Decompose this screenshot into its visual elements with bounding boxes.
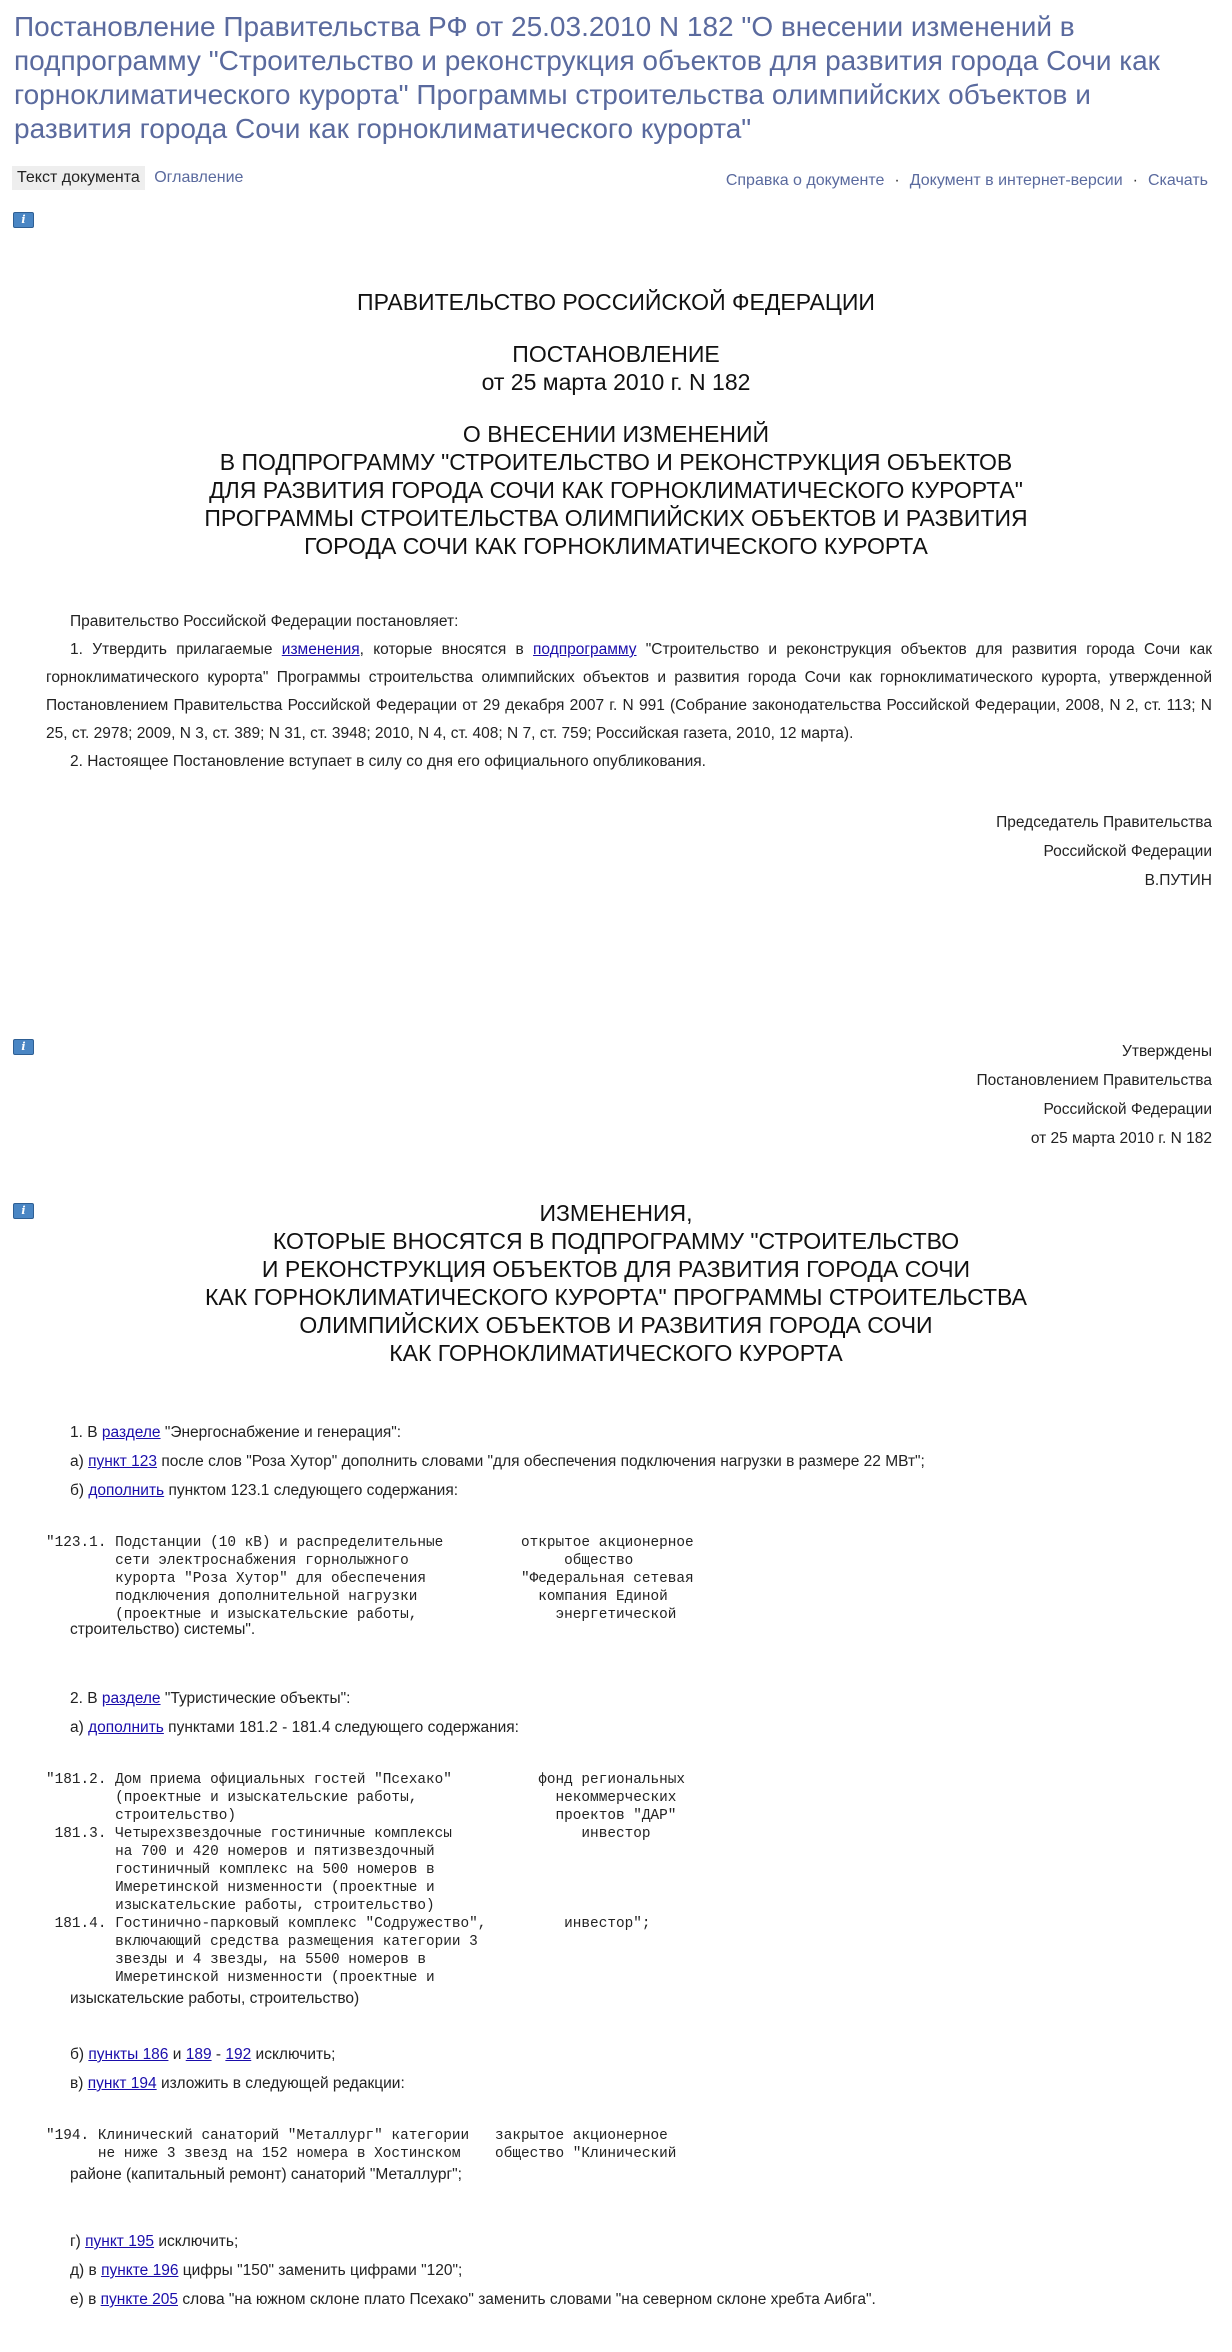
changes-title-line: КАК ГОРНОКЛИМАТИЧЕСКОГО КУРОРТА" ПРОГРАММЫ СТРОИТЕЛЬСТВА — [205, 1284, 1027, 1310]
section-link[interactable]: разделе — [101, 1424, 161, 1441]
item-link[interactable]: дополнить — [88, 1482, 165, 1499]
table-123-1: "123.1. Подстанции (10 кВ) и распределительные открытое акционерное сети электроснабжения горнолыжного общество курорта "Роза Хутор" для обеспечения "Федеральная сетевая подключения дополнительной нагрузки компания Единой (проектные и изыскательские работы, энергетической — [46, 1535, 694, 1623]
item-link[interactable]: пункте 196 — [101, 2262, 179, 2279]
download-link[interactable]: Скачать — [1148, 172, 1208, 189]
decree-date-number: от 25 марта 2010 г. N 182 — [481, 369, 751, 395]
changes-title-line: ОЛИМПИЙСКИХ ОБЪЕКТОВ И РАЗВИТИЯ ГОРОДА СОЧИ — [299, 1312, 933, 1338]
item-link[interactable]: пункт 195 — [85, 2233, 155, 2250]
table-181: "181.2. Дом приема официальных гостей "Псехако" фонд региональных (проектные и изыскательские работы, некоммерческих строительство) проектов "ДАР" 181.3. Четырехзвездочные гостиничные комплексы инвестор на 700 и 420 номеров и пятизвездочный гостиничный комплекс на 500 номеров в Имеретинской низменности (проектные и изыскательские работы, строительство) 181.4. Гостинично-парковый комплекс "Содружество", инвестор"; включающий средства размещения категории 3 звезды и 4 звезды, на 5500 номеров в Имеретинской низменности (проектные и — [46, 1772, 686, 1986]
item-link[interactable]: 189 — [185, 2046, 212, 2063]
changes-title-line: ИЗМЕНЕНИЯ, — [539, 1200, 693, 1226]
section-1-item-a: а) пункт 123 после слов "Роза Хутор" дополнить словами "для обеспечения подключения нагрузки в размере 22 МВт"; — [70, 1453, 925, 1470]
section-2-item-v: в) пункт 194 изложить в следующей редакции: — [70, 2075, 405, 2092]
table-194-tail: районе (капитальный ремонт) санаторий "Металлург"; — [70, 2166, 462, 2183]
decree-title-line: О ВНЕСЕНИИ ИЗМЕНЕНИЙ — [462, 421, 770, 447]
approval-block — [976, 1037, 1212, 1153]
tab-document-text[interactable]: Текст документа — [12, 166, 145, 190]
government-heading: ПРАВИТЕЛЬСТВО РОССИЙСКОЙ ФЕДЕРАЦИИ — [357, 289, 875, 315]
document-title: Постановление Правительства РФ от 25.03.2010 N 182 "О внесении изменений в подпрограмму "Строительство и реконструкция объектов для развития города Сочи как горноклиматического курорта" Программы строительства олимпийских объектов и развития города Сочи как горноклиматического курорта" — [14, 11, 1160, 144]
signature-position: Председатель Правительства — [996, 814, 1212, 831]
changes-title-line: КОТОРЫЕ ВНОСЯТСЯ В ПОДПРОГРАММУ "СТРОИТЕЛЬСТВО — [272, 1228, 960, 1254]
section-link[interactable]: разделе — [101, 1690, 161, 1707]
changes-title-line: И РЕКОНСТРУКЦИЯ ОБЪЕКТОВ ДЛЯ РАЗВИТИЯ ГОРОДА СОЧИ — [261, 1256, 971, 1282]
tab-table-of-contents[interactable]: Оглавление — [154, 169, 244, 186]
info-icon[interactable]: i — [13, 1039, 34, 1055]
approval-line: Российской Федерации — [1043, 1101, 1212, 1118]
item-link[interactable]: 192 — [225, 2046, 252, 2063]
info-icon[interactable]: i — [13, 1203, 34, 1219]
signature-block — [996, 808, 1212, 895]
decree-title-line: ДЛЯ РАЗВИТИЯ ГОРОДА СОЧИ КАК ГОРНОКЛИМАТИЧЕСКОГО КУРОРТА" — [209, 477, 1023, 503]
approval-line: Постановлением Правительства — [976, 1072, 1212, 1089]
table-194: "194. Клинический санаторий "Металлург" категории закрытое акционерное не ниже 3 звезд на 152 номера в Хостинском общество "Клинический — [46, 2128, 677, 2162]
section-2-heading: 2. В разделе "Туристические объекты": — [70, 1690, 351, 1707]
info-icon[interactable]: i — [13, 212, 34, 228]
section-1-item-b: б) дополнить пунктом 123.1 следующего содержания: — [70, 1482, 459, 1499]
subprogram-link[interactable]: подпрограмму — [533, 641, 637, 658]
table-123-1-tail: строительство) системы". — [70, 1621, 256, 1638]
decree-preamble: Правительство Российской Федерации постановляет: — [70, 613, 459, 630]
section-2-item-a: а) дополнить пунктами 181.2 - 181.4 следующего содержания: — [70, 1719, 519, 1736]
section-2-item-d: д) в пункте 196 цифры "150" заменить цифрами "120"; — [70, 2262, 463, 2279]
section-2-item-g: г) пункт 195 исключить; — [70, 2233, 239, 2250]
item-link[interactable]: дополнить — [88, 1719, 164, 1736]
changes-title — [0, 1199, 1232, 1367]
decree-title-line: ПРОГРАММЫ СТРОИТЕЛЬСТВА ОЛИМПИЙСКИХ ОБЪЕКТОВ И РАЗВИТИЯ — [204, 505, 1028, 531]
decree-type: ПОСТАНОВЛЕНИЕ — [512, 341, 720, 367]
item-link[interactable]: пункты 186 — [88, 2046, 169, 2063]
approval-line: Утверждены — [1122, 1043, 1212, 1060]
table-181-tail: изыскательские работы, строительство) — [70, 1990, 360, 2007]
link-separator: · — [894, 172, 900, 189]
section-2-item-b: б) пункты 186 и 189 - 192 исключить; — [70, 2046, 336, 2063]
signature-name: В.ПУТИН — [1144, 872, 1212, 889]
approval-line: от 25 марта 2010 г. N 182 — [1030, 1130, 1212, 1147]
item-link[interactable]: пункте 205 — [100, 2291, 179, 2308]
item-link[interactable]: пункт 194 — [87, 2075, 157, 2092]
link-separator: · — [1132, 172, 1138, 189]
decree-title-line: В ПОДПРОГРАММУ "СТРОИТЕЛЬСТВО И РЕКОНСТРУКЦИЯ ОБЪЕКТОВ — [219, 449, 1013, 475]
changes-link[interactable]: изменения — [281, 641, 360, 658]
section-2-item-e: е) в пункте 205 слова "на южном склоне плато Псехако" заменить словами "на северном склоне хребта Аибга". — [70, 2291, 876, 2308]
decree-title-line: ГОРОДА СОЧИ КАК ГОРНОКЛИМАТИЧЕСКОГО КУРОРТА — [304, 533, 928, 559]
decree-paragraph-2: 2. Настоящее Постановление вступает в силу со дня его официального опубликования. — [70, 753, 706, 770]
item-link[interactable]: пункт 123 — [88, 1453, 158, 1470]
decree-title — [0, 420, 1232, 560]
document-links — [726, 172, 1208, 190]
document-tabs — [12, 166, 248, 190]
internet-version-link[interactable]: Документ в интернет-версии — [909, 172, 1123, 189]
signature-position: Российской Федерации — [1043, 843, 1212, 860]
decree-paragraph-1: 1. Утвердить прилагаемые изменения, которые вносятся в подпрограмму "Строительство и реконструкция объектов для развития города Сочи как горноклиматического курорта" Программы строительства олимпийских объектов и развития города Сочи как горноклиматического курорта, утвержденной Постановлением Правительства Российской Федерации от 29 декабря 2007 г. N 991 (Собрание законодательства Российской Федерации, 2008, N 2, ст. 113; N 25, ст. 2978; 2009, N 3, ст. 389; N 31, ст. 3948; 2010, N 4, ст. 408; N 7, ст. 759; Российская газета, 2010, 12 марта). — [46, 641, 1213, 742]
changes-title-line: КАК ГОРНОКЛИМАТИЧЕСКОГО КУРОРТА — [389, 1340, 843, 1366]
section-1-heading: 1. В разделе "Энергоснабжение и генерация": — [70, 1424, 402, 1441]
document-info-link[interactable]: Справка о документе — [725, 172, 885, 189]
